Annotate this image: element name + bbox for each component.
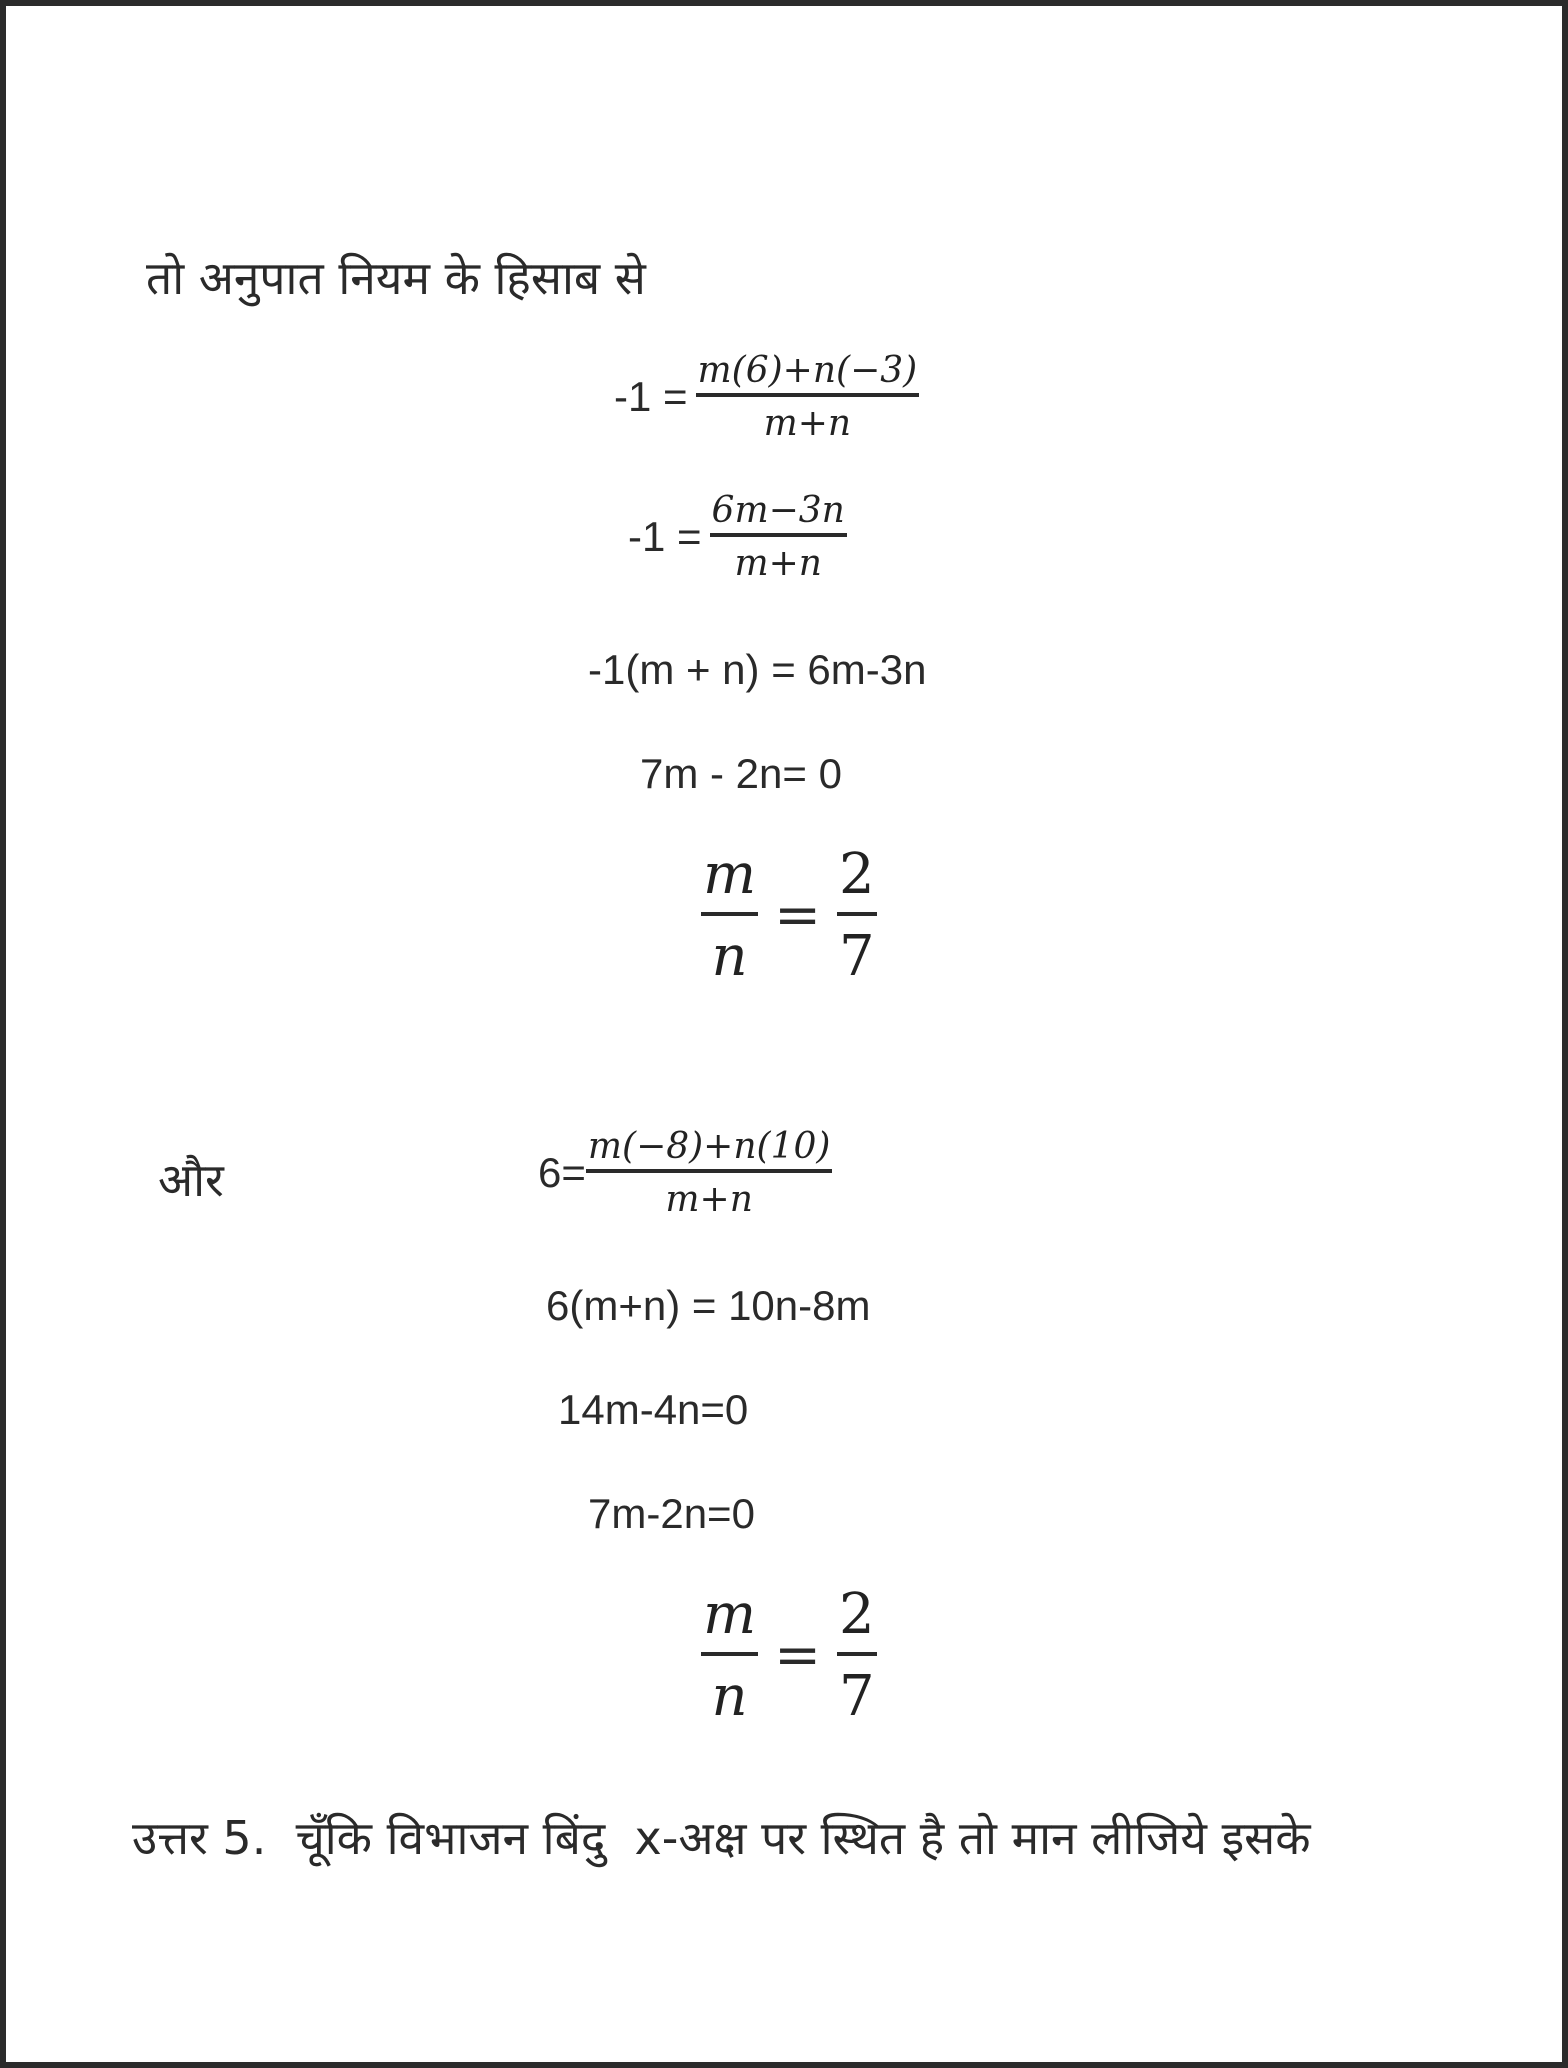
equation-1-lhs: -1 = (614, 373, 688, 421)
equation-5-lhs: 6= (538, 1149, 586, 1197)
result-1-num-left: m (703, 842, 757, 907)
fraction-bar (701, 1652, 758, 1656)
result-1-den-left: n (711, 923, 748, 989)
fraction-bar (710, 533, 847, 537)
equation-5 (538, 1126, 832, 1221)
equation-8: 7m-2n=0 (588, 1490, 755, 1537)
equation-2-numerator: 6m−3n (711, 490, 845, 531)
equation-3: -1(m + n) = 6m-3n (588, 646, 927, 693)
fraction-bar (837, 1652, 877, 1656)
equation-2-denominator: m+n (734, 543, 822, 585)
equation-6: 6(m+n) = 10n-8m (546, 1282, 871, 1329)
result-2-den-right: 7 (839, 1663, 875, 1729)
equation-2-fraction (710, 490, 847, 585)
document-page (6, 6, 1562, 2062)
equation-1-fraction (696, 350, 920, 445)
result-1-den-right: 7 (839, 923, 875, 989)
equation-1-numerator: m(6)+n(−3) (697, 350, 918, 391)
equation-7: 14m-4n=0 (558, 1386, 749, 1433)
answer-line: उत्तर 5. चूँकि विभाजन बिंदु x-अक्ष पर स्थित है तो मान लीजिये इसके (132, 1811, 1311, 1865)
result-2-right-fraction (837, 1584, 877, 1727)
fraction-bar (696, 393, 920, 397)
equation-5-numerator: m(−8)+n(10) (587, 1126, 831, 1167)
result-1 (701, 844, 877, 987)
result-2-den-left: n (711, 1663, 748, 1729)
result-2-equals: = (774, 1623, 822, 1689)
equation-1 (614, 350, 919, 445)
equation-1-denominator: m+n (763, 403, 852, 445)
fraction-bar (701, 912, 758, 916)
result-2-left-fraction (701, 1584, 758, 1727)
equation-4: 7m - 2n= 0 (640, 750, 842, 797)
and-label: और (158, 1153, 224, 1207)
equation-2-lhs: -1 = (628, 513, 702, 561)
result-1-right-fraction (837, 844, 877, 987)
fraction-bar (586, 1169, 833, 1173)
intro-line: तो अनुपात नियम के हिसाब से (146, 251, 646, 305)
result-2 (701, 1584, 877, 1727)
result-1-num-right: 2 (839, 842, 875, 907)
equation-5-fraction (586, 1126, 833, 1221)
result-1-equals: = (774, 883, 822, 949)
equation-2 (628, 490, 847, 585)
result-1-left-fraction (701, 844, 758, 987)
result-2-num-left: m (703, 1582, 757, 1647)
result-2-num-right: 2 (839, 1582, 875, 1647)
fraction-bar (837, 912, 877, 916)
equation-5-denominator: m+n (665, 1179, 753, 1221)
